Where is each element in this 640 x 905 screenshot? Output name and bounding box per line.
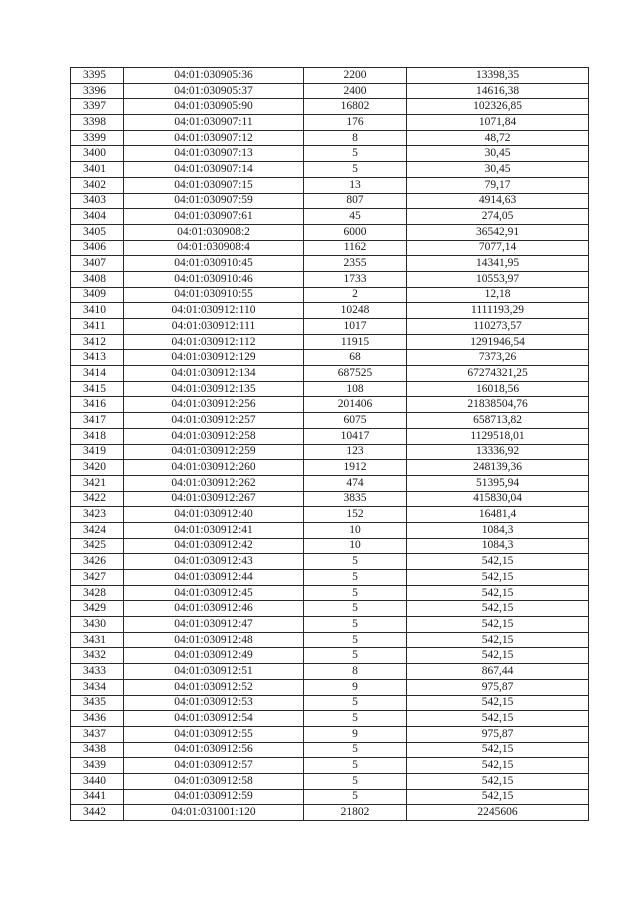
value-cell: 248139,36: [407, 460, 589, 476]
area-cell: 9: [304, 679, 407, 695]
cadastral-number-cell: 04:01:030912:46: [124, 601, 304, 617]
row-number-cell: 3431: [71, 632, 124, 648]
table-row: [71, 711, 589, 727]
cadastral-number-cell: 04:01:030912:47: [124, 617, 304, 633]
value-cell: 67274321,25: [407, 366, 589, 382]
cadastral-number-cell: 04:01:030912:134: [124, 366, 304, 382]
cadastral-number-cell: 04:01:030912:43: [124, 554, 304, 570]
cadastral-number-cell: 04:01:030910:46: [124, 271, 304, 287]
area-cell: 5: [304, 162, 407, 178]
value-cell: 542,15: [407, 789, 589, 805]
cadastral-number-cell: 04:01:031001:120: [124, 805, 304, 821]
row-number-cell: 3413: [71, 350, 124, 366]
cadastral-number-cell: 04:01:030912:262: [124, 475, 304, 491]
table-row: [71, 507, 589, 523]
area-cell: 2200: [304, 68, 407, 84]
row-number-cell: 3417: [71, 413, 124, 429]
value-cell: 867,44: [407, 664, 589, 680]
area-cell: 8: [304, 664, 407, 680]
area-cell: 5: [304, 585, 407, 601]
value-cell: 542,15: [407, 773, 589, 789]
row-number-cell: 3418: [71, 428, 124, 444]
cadastral-number-cell: 04:01:030905:37: [124, 83, 304, 99]
value-cell: 13398,35: [407, 68, 589, 84]
table-row: [71, 522, 589, 538]
area-cell: 5: [304, 758, 407, 774]
area-cell: 5: [304, 711, 407, 727]
area-cell: 13: [304, 177, 407, 193]
value-cell: 48,72: [407, 130, 589, 146]
area-cell: 3835: [304, 491, 407, 507]
cadastral-number-cell: 04:01:030912:55: [124, 726, 304, 742]
value-cell: 975,87: [407, 726, 589, 742]
area-cell: 474: [304, 475, 407, 491]
cadastral-number-cell: 04:01:030912:260: [124, 460, 304, 476]
cadastral-number-cell: 04:01:030907:13: [124, 146, 304, 162]
row-number-cell: 3403: [71, 193, 124, 209]
value-cell: 542,15: [407, 711, 589, 727]
row-number-cell: 3396: [71, 83, 124, 99]
cadastral-number-cell: 04:01:030912:256: [124, 397, 304, 413]
row-number-cell: 3408: [71, 271, 124, 287]
cadastral-number-cell: 04:01:030912:40: [124, 507, 304, 523]
area-cell: 1912: [304, 460, 407, 476]
table-row: [71, 256, 589, 272]
table-row: [71, 475, 589, 491]
row-number-cell: 3432: [71, 648, 124, 664]
table-row: [71, 648, 589, 664]
value-cell: 1084,3: [407, 522, 589, 538]
area-cell: 5: [304, 648, 407, 664]
area-cell: 16802: [304, 99, 407, 115]
parcel-table: [70, 67, 589, 821]
area-cell: 201406: [304, 397, 407, 413]
table-row: [71, 366, 589, 382]
area-cell: 807: [304, 193, 407, 209]
cadastral-number-cell: 04:01:030912:258: [124, 428, 304, 444]
row-number-cell: 3436: [71, 711, 124, 727]
area-cell: 6000: [304, 224, 407, 240]
area-cell: 45: [304, 209, 407, 225]
value-cell: 542,15: [407, 585, 589, 601]
table-row: [71, 271, 589, 287]
area-cell: 68: [304, 350, 407, 366]
cadastral-number-cell: 04:01:030912:53: [124, 695, 304, 711]
table-row: [71, 538, 589, 554]
cadastral-number-cell: 04:01:030908:2: [124, 224, 304, 240]
table-row: [71, 632, 589, 648]
value-cell: 542,15: [407, 554, 589, 570]
row-number-cell: 3423: [71, 507, 124, 523]
area-cell: 108: [304, 381, 407, 397]
table-row: [71, 773, 589, 789]
row-number-cell: 3439: [71, 758, 124, 774]
area-cell: 123: [304, 444, 407, 460]
cadastral-number-cell: 04:01:030912:42: [124, 538, 304, 554]
row-number-cell: 3430: [71, 617, 124, 633]
cadastral-number-cell: 04:01:030912:51: [124, 664, 304, 680]
area-cell: 2400: [304, 83, 407, 99]
area-cell: 5: [304, 632, 407, 648]
table-row: [71, 444, 589, 460]
value-cell: 14616,38: [407, 83, 589, 99]
value-cell: 14341,95: [407, 256, 589, 272]
table-row: [71, 193, 589, 209]
value-cell: 658713,82: [407, 413, 589, 429]
value-cell: 12,18: [407, 287, 589, 303]
value-cell: 30,45: [407, 162, 589, 178]
table-row: [71, 491, 589, 507]
value-cell: 16481,4: [407, 507, 589, 523]
table-row: [71, 381, 589, 397]
cadastral-number-cell: 04:01:030912:257: [124, 413, 304, 429]
table-row: [71, 397, 589, 413]
area-cell: 10: [304, 538, 407, 554]
value-cell: 1111193,29: [407, 303, 589, 319]
table-row: [71, 679, 589, 695]
area-cell: 10248: [304, 303, 407, 319]
value-cell: 79,17: [407, 177, 589, 193]
table-row: [71, 601, 589, 617]
area-cell: 5: [304, 601, 407, 617]
cadastral-number-cell: 04:01:030912:49: [124, 648, 304, 664]
table-row: [71, 585, 589, 601]
value-cell: 110273,57: [407, 319, 589, 335]
table-row: [71, 789, 589, 805]
row-number-cell: 3425: [71, 538, 124, 554]
row-number-cell: 3411: [71, 319, 124, 335]
table-row: [71, 177, 589, 193]
row-number-cell: 3422: [71, 491, 124, 507]
row-number-cell: 3401: [71, 162, 124, 178]
row-number-cell: 3412: [71, 334, 124, 350]
cadastral-number-cell: 04:01:030912:129: [124, 350, 304, 366]
value-cell: 51395,94: [407, 475, 589, 491]
table-row: [71, 805, 589, 821]
table-row: [71, 758, 589, 774]
table-row: [71, 130, 589, 146]
table-row: [71, 83, 589, 99]
cadastral-number-cell: 04:01:030912:57: [124, 758, 304, 774]
row-number-cell: 3415: [71, 381, 124, 397]
row-number-cell: 3402: [71, 177, 124, 193]
cadastral-number-cell: 04:01:030908:4: [124, 240, 304, 256]
cadastral-number-cell: 04:01:030912:110: [124, 303, 304, 319]
value-cell: 542,15: [407, 695, 589, 711]
table-row: [71, 695, 589, 711]
row-number-cell: 3398: [71, 115, 124, 131]
value-cell: 274,05: [407, 209, 589, 225]
row-number-cell: 3428: [71, 585, 124, 601]
table-row: [71, 460, 589, 476]
row-number-cell: 3437: [71, 726, 124, 742]
area-cell: 5: [304, 773, 407, 789]
table-row: [71, 224, 589, 240]
area-cell: 11915: [304, 334, 407, 350]
value-cell: 415830,04: [407, 491, 589, 507]
value-cell: 1071,84: [407, 115, 589, 131]
cadastral-number-cell: 04:01:030912:259: [124, 444, 304, 460]
table-row: [71, 664, 589, 680]
table-row: [71, 240, 589, 256]
value-cell: 1084,3: [407, 538, 589, 554]
value-cell: 13336,92: [407, 444, 589, 460]
cadastral-number-cell: 04:01:030912:52: [124, 679, 304, 695]
cadastral-number-cell: 04:01:030912:58: [124, 773, 304, 789]
value-cell: 1291946,54: [407, 334, 589, 350]
row-number-cell: 3414: [71, 366, 124, 382]
area-cell: 10417: [304, 428, 407, 444]
row-number-cell: 3434: [71, 679, 124, 695]
value-cell: 102326,85: [407, 99, 589, 115]
table-row: [71, 742, 589, 758]
row-number-cell: 3433: [71, 664, 124, 680]
area-cell: 1162: [304, 240, 407, 256]
row-number-cell: 3416: [71, 397, 124, 413]
cadastral-number-cell: 04:01:030912:135: [124, 381, 304, 397]
area-cell: 1017: [304, 319, 407, 335]
area-cell: 2355: [304, 256, 407, 272]
value-cell: 10553,97: [407, 271, 589, 287]
row-number-cell: 3427: [71, 570, 124, 586]
value-cell: 30,45: [407, 146, 589, 162]
row-number-cell: 3405: [71, 224, 124, 240]
table-row: [71, 617, 589, 633]
table-row: [71, 334, 589, 350]
table-row: [71, 303, 589, 319]
value-cell: 7077,14: [407, 240, 589, 256]
row-number-cell: 3410: [71, 303, 124, 319]
row-number-cell: 3407: [71, 256, 124, 272]
area-cell: 5: [304, 742, 407, 758]
cadastral-number-cell: 04:01:030907:59: [124, 193, 304, 209]
cadastral-number-cell: 04:01:030912:41: [124, 522, 304, 538]
value-cell: 16018,56: [407, 381, 589, 397]
area-cell: 5: [304, 554, 407, 570]
area-cell: 9: [304, 726, 407, 742]
value-cell: 21838504,76: [407, 397, 589, 413]
value-cell: 975,87: [407, 679, 589, 695]
area-cell: 8: [304, 130, 407, 146]
row-number-cell: 3409: [71, 287, 124, 303]
area-cell: 152: [304, 507, 407, 523]
table-row: [71, 287, 589, 303]
cadastral-number-cell: 04:01:030907:61: [124, 209, 304, 225]
value-cell: 542,15: [407, 570, 589, 586]
cadastral-number-cell: 04:01:030912:59: [124, 789, 304, 805]
row-number-cell: 3400: [71, 146, 124, 162]
table-row: [71, 350, 589, 366]
area-cell: 5: [304, 146, 407, 162]
table-row: [71, 554, 589, 570]
cadastral-number-cell: 04:01:030905:36: [124, 68, 304, 84]
row-number-cell: 3426: [71, 554, 124, 570]
row-number-cell: 3421: [71, 475, 124, 491]
area-cell: 10: [304, 522, 407, 538]
area-cell: 5: [304, 617, 407, 633]
cadastral-number-cell: 04:01:030910:45: [124, 256, 304, 272]
row-number-cell: 3429: [71, 601, 124, 617]
row-number-cell: 3406: [71, 240, 124, 256]
cadastral-number-cell: 04:01:030912:267: [124, 491, 304, 507]
value-cell: 542,15: [407, 601, 589, 617]
cadastral-number-cell: 04:01:030912:54: [124, 711, 304, 727]
value-cell: 1129518,01: [407, 428, 589, 444]
area-cell: 5: [304, 789, 407, 805]
table-row: [71, 726, 589, 742]
cadastral-number-cell: 04:01:030912:45: [124, 585, 304, 601]
row-number-cell: 3442: [71, 805, 124, 821]
value-cell: 2245606: [407, 805, 589, 821]
value-cell: 542,15: [407, 632, 589, 648]
area-cell: 5: [304, 570, 407, 586]
row-number-cell: 3441: [71, 789, 124, 805]
area-cell: 5: [304, 695, 407, 711]
area-cell: 176: [304, 115, 407, 131]
value-cell: 542,15: [407, 617, 589, 633]
value-cell: 36542,91: [407, 224, 589, 240]
table-row: [71, 428, 589, 444]
cadastral-number-cell: 04:01:030907:15: [124, 177, 304, 193]
cadastral-number-cell: 04:01:030905:90: [124, 99, 304, 115]
table-row: [71, 68, 589, 84]
row-number-cell: 3397: [71, 99, 124, 115]
row-number-cell: 3440: [71, 773, 124, 789]
cadastral-number-cell: 04:01:030910:55: [124, 287, 304, 303]
value-cell: 542,15: [407, 742, 589, 758]
value-cell: 542,15: [407, 648, 589, 664]
table-row: [71, 146, 589, 162]
area-cell: 21802: [304, 805, 407, 821]
parcel-table-body: [71, 68, 589, 821]
area-cell: 6075: [304, 413, 407, 429]
cadastral-number-cell: 04:01:030912:48: [124, 632, 304, 648]
row-number-cell: 3420: [71, 460, 124, 476]
cadastral-number-cell: 04:01:030907:11: [124, 115, 304, 131]
table-row: [71, 413, 589, 429]
area-cell: 1733: [304, 271, 407, 287]
value-cell: 7373,26: [407, 350, 589, 366]
row-number-cell: 3395: [71, 68, 124, 84]
row-number-cell: 3399: [71, 130, 124, 146]
row-number-cell: 3404: [71, 209, 124, 225]
row-number-cell: 3435: [71, 695, 124, 711]
value-cell: 542,15: [407, 758, 589, 774]
cadastral-number-cell: 04:01:030912:56: [124, 742, 304, 758]
value-cell: 4914,63: [407, 193, 589, 209]
cadastral-number-cell: 04:01:030912:44: [124, 570, 304, 586]
cadastral-number-cell: 04:01:030907:14: [124, 162, 304, 178]
row-number-cell: 3419: [71, 444, 124, 460]
table-row: [71, 99, 589, 115]
table-row: [71, 162, 589, 178]
table-row: [71, 209, 589, 225]
row-number-cell: 3438: [71, 742, 124, 758]
area-cell: 2: [304, 287, 407, 303]
cadastral-number-cell: 04:01:030907:12: [124, 130, 304, 146]
table-row: [71, 570, 589, 586]
cadastral-number-cell: 04:01:030912:111: [124, 319, 304, 335]
cadastral-number-cell: 04:01:030912:112: [124, 334, 304, 350]
table-row: [71, 319, 589, 335]
area-cell: 687525: [304, 366, 407, 382]
row-number-cell: 3424: [71, 522, 124, 538]
table-row: [71, 115, 589, 131]
